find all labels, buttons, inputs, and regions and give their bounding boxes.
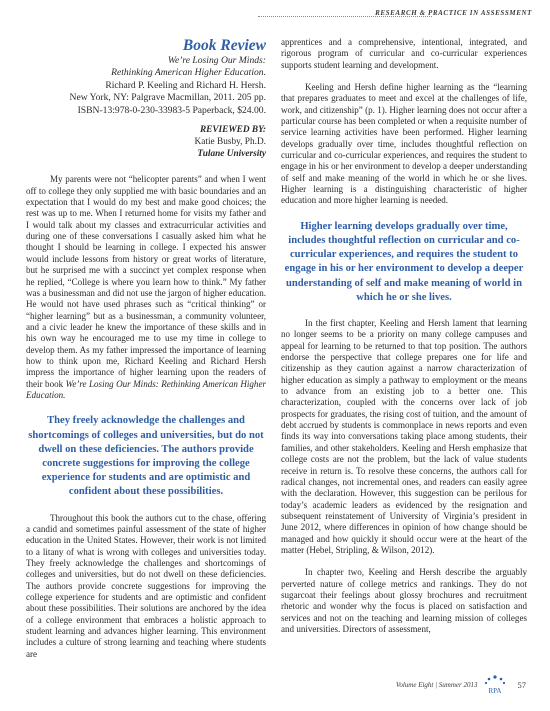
review-heading: Book Review [182, 37, 266, 54]
reviewer-affiliation: Tulane University [197, 148, 266, 159]
right-column [281, 37, 527, 635]
reviewer-name: Katie Busby, Ph.D. [194, 136, 266, 147]
left-paragraph-1-text: My parents were not “helicopter parents” and when I went off to college they only supplied me with basic boundaries and an expectation that I would do my best and make good choices; the rest was up to me. When I returned home for visits my father and I would talk about my classes and extracurricular activities and during one of these conversations I casually asked him what he thought I should be learning in college. I expected his answer would include lessons from history or great works of literature, but he surprised me with a succinct yet complex response when he replied, “College is where you learn how to think.” My father was a businessman and did not use the jargon of higher education. He would not have used phrases such as “critical thinking” or “higher learning” but as a businessman, a community volunteer, and a civic leader he knew the importance of these skills and in his own way he encouraged me to use my time in college to develop them. As my father impressed the importance of learning how to think upon me, Richard Keeling and Richard Hersh impress the importance of higher learning upon the readers of their book [26, 174, 266, 389]
reviewed-by-label: REVIEWED BY: [199, 125, 266, 136]
right-paragraph-1: Keeling and Hersh define higher learning as the “learning that prepares graduates to meet and excel at the challenges of life, work, and citizenship” (p. 1). Higher learning does not occur after a particular course has been completed or when a requisite number of service learning activities have been performed. Higher learning develops gradually over time, includes thoughtful reflection on curricular and co-curricular experiences, and requires the student to engage in his or her environment to develop a deeper understanding of self and make meaning of the world in which he or she lives. Higher learning is a distinguishing characteristic of higher education and more higher learning is needed. [281, 82, 527, 206]
right-paragraph-2: In the first chapter, Keeling and Hersh lament that learning no longer seems to be a priority on many college campuses and appeal for learning to be returned to that top position. The authors endorse the perspective that college prepares one for life and citizenship as they caution against a narrow characterization of higher education as simply a pathway to employment or the means to advance from an existing job to a better one. This characterization, coupled with the concerns over lack of job prospects for graduates, the rising cost of tuition, and the amount of debt accrued by students is commonplace in news reports and even finds its way into conversations taking place among students, their families, and other stakeholders. Keeling and Hersh emphasize that college costs are not the problem, but the lack of value students receive in return is. To resolve these concerns, the authors call for radical changes, not incremental ones, and readers can easily agree with the declaration. However, this suggestion can be perilous for today’s academic leaders as evidenced by the resignation and subsequent reinstatement of University of Virginia’s president in June 2012, where differences in opinion of how change should be managed and how quickly it should occur were at the heart of the matter (Hebel, Stripling, & Wilson, 2012). [281, 318, 527, 555]
page-number: 57 [517, 680, 526, 690]
book-title-line2: Rethinking American Higher Education. [111, 67, 266, 79]
right-paragraph-0: apprentices and a comprehensive, intentional, integrated, and rigorous program of curricular and co-curricular experiences supports student learning and development. [281, 37, 527, 70]
rpa-logo-icon [482, 674, 508, 696]
page-footer [396, 674, 526, 696]
left-pull-quote: They freely acknowledge the challenges and shortcomings of colleges and universities, but do not dwell on these deficiencies. The authors provide concrete suggestions for improving the college experience for students and are optimistic and confident about these possibilities. [28, 415, 264, 498]
reviewer-block [26, 125, 266, 160]
right-pull-quote: Higher learning develops gradually over time, includes thoughtful reflection on curricular and co-curricular experiences, and requires the student to engage in his or her environment to develop a deeper understanding of self and make meaning of world in which he or she lives. [284, 220, 524, 303]
book-title-line1: We’re Losing Our Minds: [167, 55, 266, 66]
book-authors: Richard P. Keeling and Richard H. Hersh. [105, 79, 266, 91]
logo-text: RPA [488, 687, 501, 695]
book-citation [26, 55, 266, 117]
left-paragraph-2: Throughout this book the authors cut to the chase, offering a candid and sometimes painful assessment of the state of higher education in the United States. However, their work is not limited to a litany of what is wrong with colleges and universities today. They freely acknowledge the challenges and shortcomings of colleges and universities, but do not dwell on these deficiencies. The authors provide concrete suggestions for improving the college experience for students and are optimistic and confident about these possibilities. Their solutions are anchored by the idea of a college environment that embraces a holistic approach to student learning and advances higher learning. This environment includes a culture of strong learning and teaching where students are [26, 512, 266, 659]
left-paragraph-1-book-title: We’re Losing Our Minds: Rethinking American Higher Education. [26, 378, 266, 400]
running-header [258, 9, 532, 21]
book-isbn: ISBN-13:978-0-230-33983-5 Paperback, $24.00. [77, 104, 266, 116]
left-paragraph-1 [26, 174, 266, 401]
section-label: RESEARCH & PRACTICE IN ASSESSMENT [375, 9, 532, 17]
volume-label: Volume Eight | Summer 2013 [395, 681, 478, 689]
book-publisher: New York, NY: Palgrave Macmillan, 2011. 205 pp. [69, 92, 266, 104]
left-column [26, 34, 266, 660]
right-paragraph-3: In chapter two, Keeling and Hersh describe the arguably perverted nature of college metrics and rankings. They do not sugarcoat their feelings about glossy brochures and recruitment rhetoric and wonder why the focus is placed on satisfaction and services and not on the teaching and learning mission of colleges and universities. Directors of assessment, [281, 567, 527, 634]
